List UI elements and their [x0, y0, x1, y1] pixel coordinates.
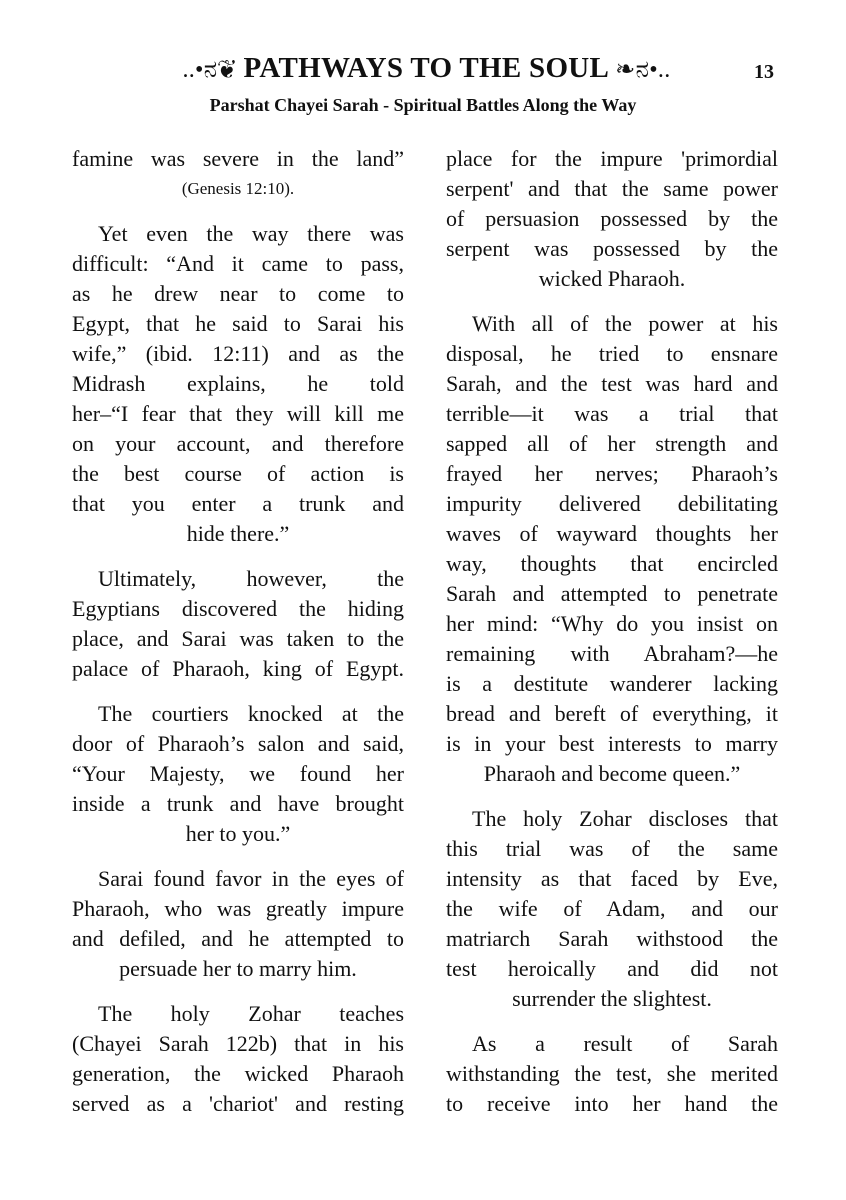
text-line: of persuasion possessed by the	[446, 206, 778, 231]
text-line: that you enter a trunk and	[72, 491, 404, 516]
text-line: Pharaoh and become queen.”	[483, 761, 741, 786]
paragraph	[72, 219, 404, 549]
text-line: place for the impure 'primordial	[446, 146, 778, 171]
left-column	[72, 144, 404, 1134]
text-line: generation, the wicked Pharaoh	[72, 1061, 404, 1086]
text-line: as he drew near to come to	[72, 281, 404, 306]
text-line: the wife of Adam, and our	[446, 896, 778, 921]
running-header	[0, 52, 846, 92]
text-line: Yet even the way there was	[98, 221, 404, 246]
text-line: With all of the power at his	[472, 311, 778, 336]
chapter-subtitle: Parshat Chayei Sarah - Spiritual Battles Along the Way	[209, 95, 637, 115]
text-line: surrender the slightest.	[512, 986, 712, 1011]
text-line: her mind: “Why do you insist on	[446, 611, 778, 636]
text-line: bread and bereft of everything, it	[446, 701, 778, 726]
text-line: place, and Sarai was taken to the	[72, 626, 404, 651]
text-line: intensity as that faced by Eve,	[446, 866, 778, 891]
ornament-right-icon: ❧ನ•..	[615, 57, 671, 83]
text-line: served as a 'chariot' and resting	[72, 1091, 404, 1116]
paragraph	[446, 144, 778, 294]
paragraph	[446, 804, 778, 1014]
text-line: “Your Majesty, we found her	[72, 761, 404, 786]
text-line: door of Pharaoh’s salon and said,	[72, 731, 404, 756]
text-line: difficult: “And it came to pass,	[72, 251, 404, 276]
text-line: on your account, and therefore	[72, 431, 404, 456]
text-line: serpent was possessed by the	[446, 236, 778, 261]
paragraph	[72, 864, 404, 984]
text-line: disposal, he tried to ensnare	[446, 341, 778, 366]
text-line: test heroically and did not	[446, 956, 778, 981]
text-line: palace of Pharaoh, king of Egypt.	[72, 656, 404, 681]
book-title	[134, 52, 719, 85]
text-line: frayed her nerves; Pharaoh’s	[446, 461, 778, 486]
text-line: hide there.”	[186, 521, 290, 546]
text-line: Sarai found favor in the eyes of	[98, 866, 404, 891]
text-line: the best course of action is	[72, 461, 404, 486]
text-line: her to you.”	[185, 821, 291, 846]
text-line: sapped all of her strength and	[446, 431, 778, 456]
paragraph	[72, 999, 404, 1119]
text-line: Ultimately, however, the	[98, 566, 404, 591]
text-line: Egyptians discovered the hiding	[72, 596, 404, 621]
text-line: inside a trunk and have brought	[72, 791, 404, 816]
text-line: way, thoughts that encircled	[446, 551, 778, 576]
paragraph	[72, 144, 404, 204]
paragraph	[446, 1029, 778, 1119]
page-number: 13	[754, 61, 774, 83]
text-line: and defiled, and he attempted to	[72, 926, 404, 951]
text-line: Midrash explains, he told	[72, 371, 404, 396]
text-line: is a destitute wanderer lacking	[446, 671, 778, 696]
text-line: matriarch Sarah withstood the	[446, 926, 778, 951]
text-line: wife,” (ibid. 12:11) and as the	[72, 341, 404, 366]
text-line: Sarah, and the test was hard and	[446, 371, 778, 396]
ornament-left-icon: ..•ನ❦	[182, 57, 236, 83]
text-line: to receive into her hand the	[446, 1091, 778, 1116]
text-line: serpent' and that the same power	[446, 176, 778, 201]
text-line: wicked Pharaoh.	[538, 266, 686, 291]
text-line: persuade her to marry him.	[119, 956, 357, 981]
text-line: famine was severe in the land”	[72, 146, 404, 171]
paragraph	[72, 564, 404, 684]
paragraph	[72, 699, 404, 849]
text-line: The holy Zohar teaches	[98, 1001, 404, 1026]
book-title-text: PATHWAYS TO THE SOUL	[243, 52, 608, 84]
text-line: this trial was of the same	[446, 836, 778, 861]
text-line: is in your best interests to marry	[446, 731, 778, 756]
text-line: withstanding the test, she merited	[446, 1061, 778, 1086]
text-line: The holy Zohar discloses that	[472, 806, 778, 831]
text-line: Egypt, that he said to Sarai his	[72, 311, 404, 336]
text-line: her–“I fear that they will kill me	[72, 401, 404, 426]
text-line: waves of wayward thoughts her	[446, 521, 778, 546]
text-line: remaining with Abraham?—he	[446, 641, 778, 666]
text-line: The courtiers knocked at the	[98, 701, 404, 726]
text-line: terrible—it was a trial that	[446, 401, 778, 426]
text-line: (Chayei Sarah 122b) that in his	[72, 1031, 404, 1056]
text-line: Sarah and attempted to penetrate	[446, 581, 778, 606]
paragraph	[446, 309, 778, 789]
right-column	[446, 144, 778, 1134]
text-line: As a result of Sarah	[472, 1031, 778, 1056]
text-line: Pharaoh, who was greatly impure	[72, 896, 404, 921]
text-line: (Genesis 12:10).	[181, 179, 295, 198]
text-line: impurity delivered debilitating	[446, 491, 778, 516]
